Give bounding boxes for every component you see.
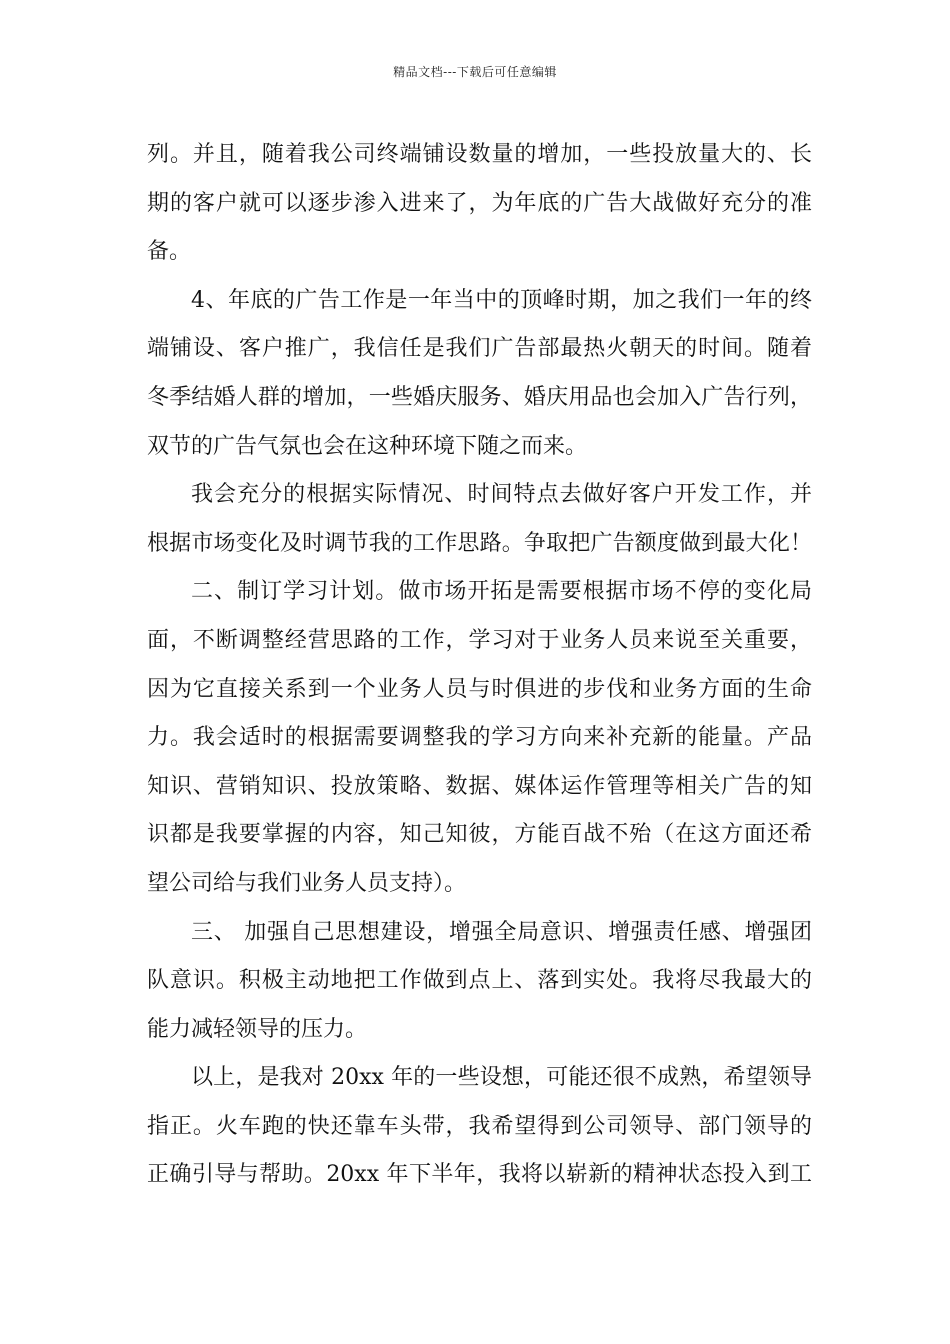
text-line: 望公司给与我们业务人员支持）。 [147,870,467,896]
text-line: 三、 加强自己思想建设，增强全局意识、增强责任感、增强团 [191,919,812,945]
text-line: 面，不断调整经营思路的工作，学习对于业务人员来说至关重要， [147,627,812,653]
text-line: 期的客户就可以逐步渗入进来了，为年底的广告大战做好充分的准 [147,190,812,216]
text-line: 力。我会适时的根据需要调整我的学习方向来补充新的能量。产品 [147,725,812,751]
text-line: 因为它直接关系到一个业务人员与时俱进的步伐和业务方面的生命 [147,676,812,702]
text-line: 端铺设、客户推广，我信任是我们广告部最热火朝天的时间。随着 [147,336,812,362]
text-line: 识都是我要掌握的内容，知己知彼，方能百战不殆（在这方面还希 [147,822,812,848]
text-line: 冬季结婚人群的增加，一些婚庆服务、婚庆用品也会加入广告行列， [147,384,812,410]
text-line: 列。并且，随着我公司终端铺设数量的增加，一些投放量大的、长 [147,142,812,167]
text-line: 二、制订学习计划。做市场开拓是需要根据市场不停的变化局 [191,579,812,605]
text-line: 能力减轻领导的压力。 [147,1016,368,1042]
text-line: 指正。火车跑的快还靠车头带，我希望得到公司领导、部门领导的 [147,1113,812,1139]
text-line: 双节的广告气氛也会在这种环境下随之而来。 [147,433,588,459]
text-line: 以上，是我对 20xx 年的一些设想，可能还很不成熟，希望领导 [191,1065,812,1091]
text-line: 正确引导与帮助。20xx 年下半年，我将以崭新的精神状态投入到工 [147,1162,812,1188]
text-line: 我会充分的根据实际情况、时间特点去做好客户开发工作，并 [191,482,812,508]
text-line: 备。 [147,239,192,265]
text-line: 队意识。积极主动地把工作做到点上、落到实处。我将尽我最大的 [147,968,812,994]
text-line: 根据市场变化及时调节我的工作思路。争取把广告额度做到最大化！ [147,530,812,556]
document-body [147,131,812,1200]
text-line: 知识、营销知识、投放策略、数据、媒体运作管理等相关广告的知 [147,773,812,799]
page-header: 精品文档---下载后可任意编辑 [393,65,557,79]
text-line: 4、年底的广告工作是一年当中的顶峰时期，加之我们一年的终 [191,287,812,313]
